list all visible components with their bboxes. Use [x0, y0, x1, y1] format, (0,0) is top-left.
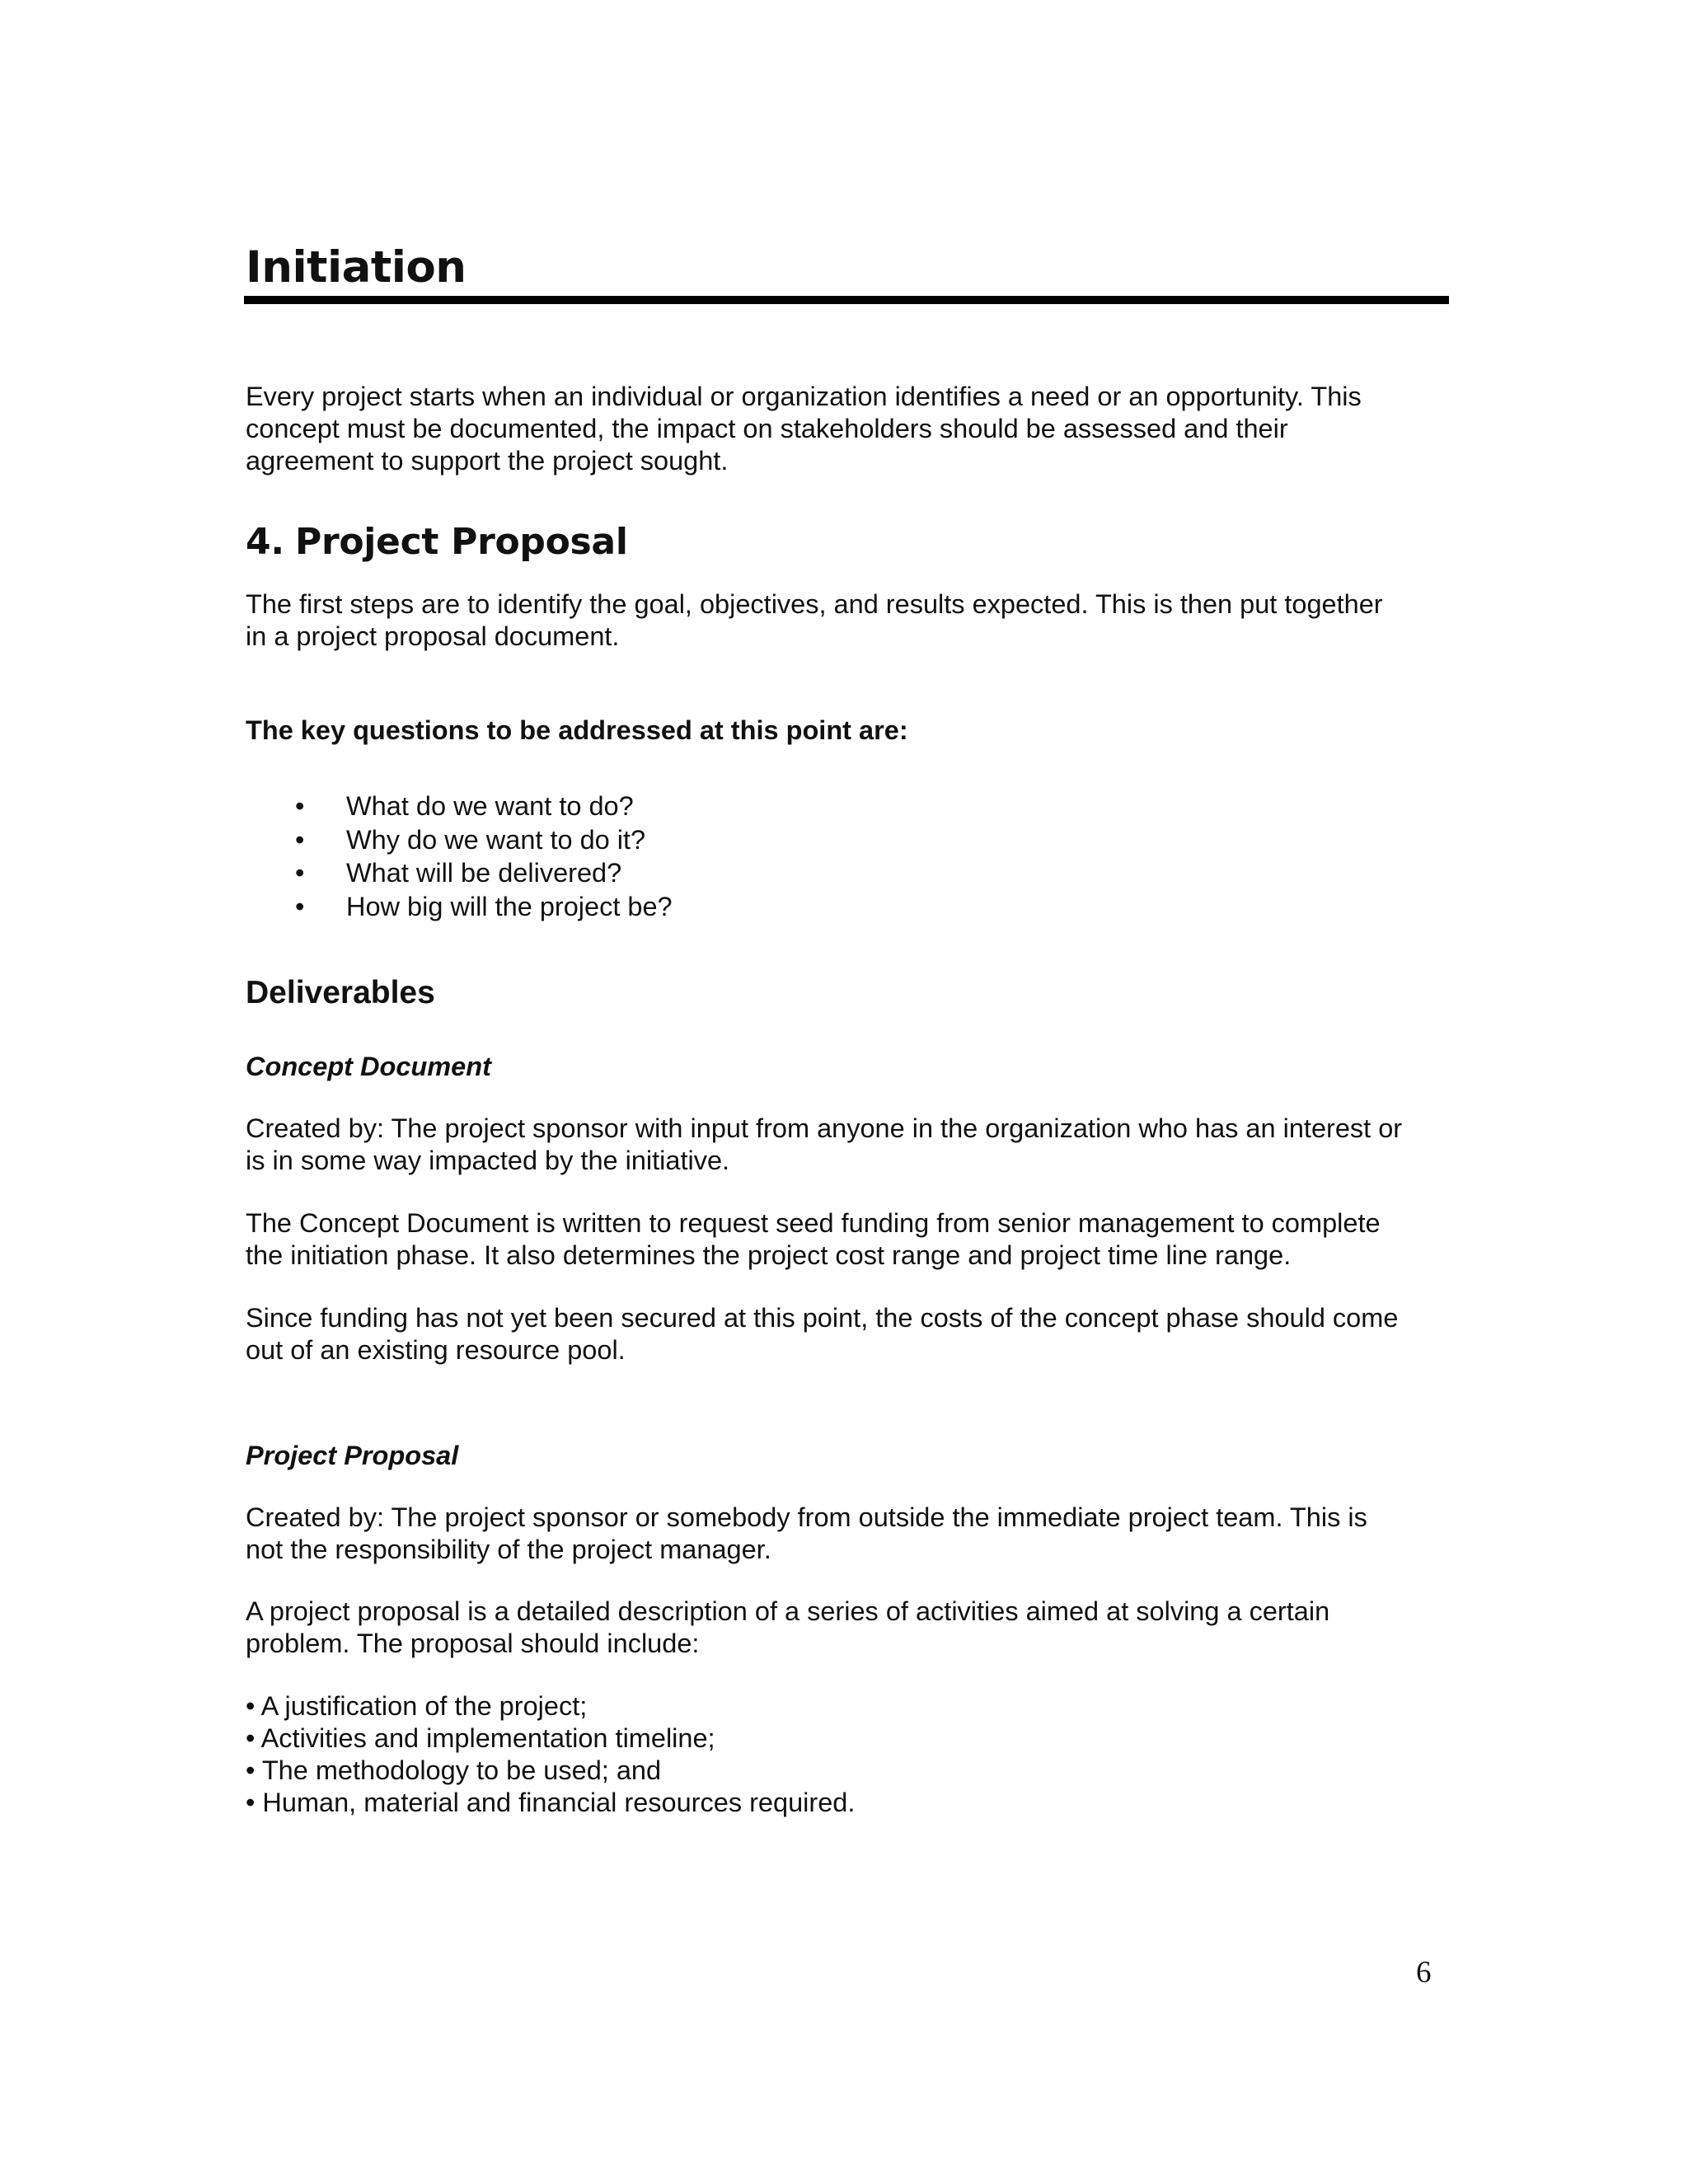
page-number: 6 — [1416, 1956, 1432, 1990]
list-item — [246, 890, 673, 924]
text-line: in a project proposal document. — [246, 621, 620, 651]
proposal-description-paragraph — [246, 1596, 1465, 1660]
list-item — [246, 823, 673, 857]
text-line: A project proposal is a detailed description of a series of activities aimed at solving a certain — [246, 1596, 1330, 1626]
section-title-text: Project Proposal — [295, 521, 628, 563]
concept-document-heading: Concept Document — [246, 1052, 491, 1081]
bullet-icon: • — [295, 858, 305, 888]
text-line: The Concept Document is written to request seed funding from senior management to complete — [246, 1208, 1381, 1238]
list-item: • Human, material and financial resources required. — [246, 1788, 856, 1817]
text-line: Every project starts when an individual or organization identifies a need or an opportunity. This — [246, 382, 1362, 411]
section-intro-paragraph — [246, 588, 1465, 653]
text-line: Created by: The project sponsor with input from anyone in the organization who has an interest or — [246, 1113, 1403, 1143]
text-line: The first steps are to identify the goal, objectives, and results expected. This is then put together — [246, 589, 1383, 619]
chapter-title: Initiation — [246, 242, 467, 293]
section-number: 4. — [246, 521, 284, 563]
text-line: problem. The proposal should include: — [246, 1629, 700, 1658]
text-line: not the responsibility of the project manager. — [246, 1535, 771, 1564]
bullet-icon: • — [295, 891, 305, 921]
project-proposal-heading: Project Proposal — [246, 1441, 459, 1470]
chapter-intro-paragraph — [246, 381, 1465, 477]
text-line: is in some way impacted by the initiative. — [246, 1146, 730, 1175]
list-item: • A justification of the project; — [246, 1691, 588, 1721]
section-title — [246, 518, 628, 567]
bullet-icon: • — [295, 824, 305, 855]
text-line: agreement to support the project sought. — [246, 446, 729, 476]
concept-purpose-paragraph — [246, 1207, 1465, 1272]
concept-funding-paragraph — [246, 1302, 1465, 1366]
bullet-icon: • — [295, 791, 305, 821]
chapter-title-rule — [244, 296, 1449, 304]
key-questions-list — [246, 790, 673, 923]
list-item: • The methodology to be used; and — [246, 1755, 662, 1785]
list-item-text: What do we want to do? — [346, 791, 634, 821]
list-item — [246, 790, 673, 823]
list-item-text: How big will the project be? — [346, 891, 673, 921]
key-questions-heading: The key questions to be addressed at this point are: — [246, 715, 908, 745]
list-item-text: What will be delivered? — [346, 858, 622, 888]
deliverables-heading: Deliverables — [246, 975, 435, 1010]
text-line: concept must be documented, the impact on stakeholders should be assessed and their — [246, 414, 1288, 443]
text-line: the initiation phase. It also determines the project cost range and project time line range. — [246, 1240, 1292, 1270]
text-line: Created by: The project sponsor or somebody from outside the immediate project team. This is — [246, 1502, 1367, 1532]
text-line: out of an existing resource pool. — [246, 1335, 626, 1365]
proposal-items-list — [246, 1690, 855, 1819]
text-line: Since funding has not yet been secured at this point, the costs of the concept phase should come — [246, 1303, 1399, 1333]
list-item: • Activities and implementation timeline; — [246, 1723, 715, 1753]
proposal-created-by-paragraph — [246, 1502, 1465, 1566]
list-item — [246, 856, 673, 890]
list-item-text: Why do we want to do it? — [346, 824, 646, 855]
concept-created-by-paragraph — [246, 1113, 1465, 1177]
